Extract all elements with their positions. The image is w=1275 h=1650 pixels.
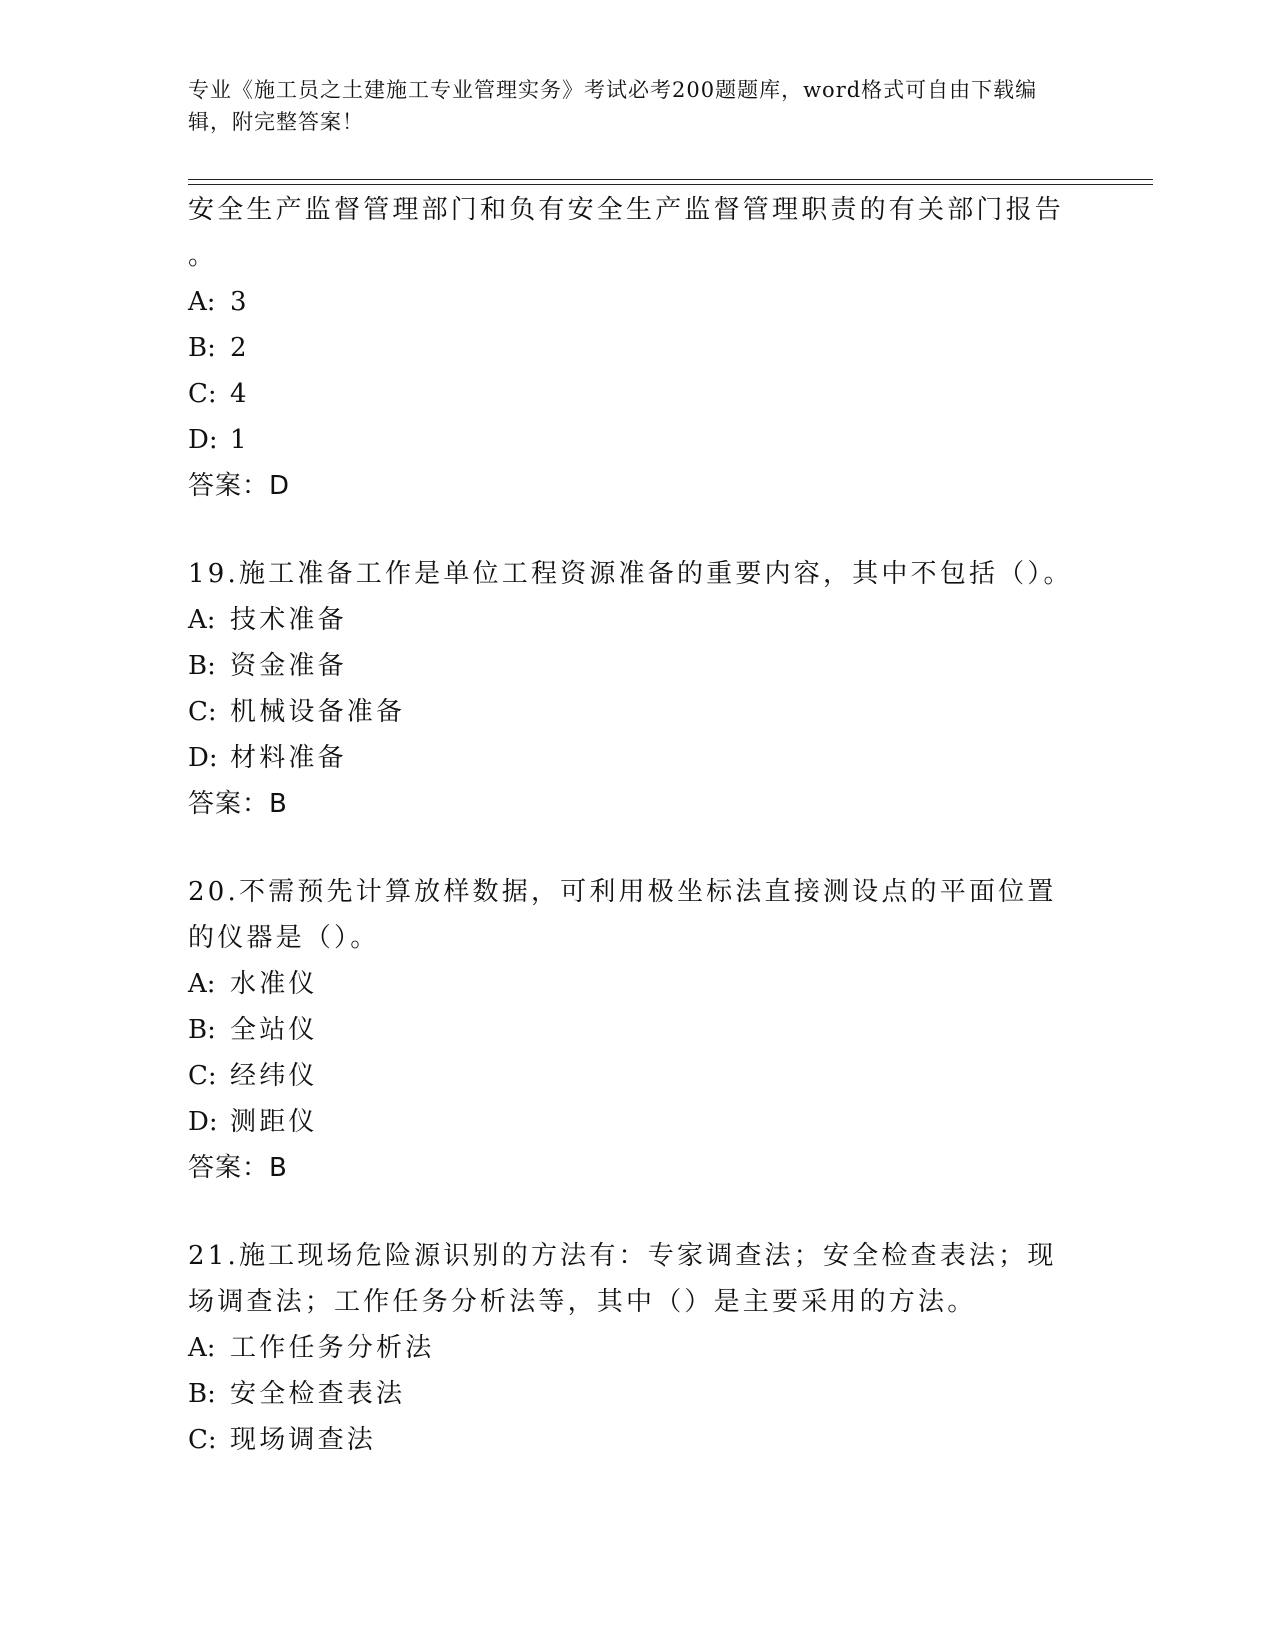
option-label: C:: [188, 1061, 217, 1091]
option-text: 1: [230, 425, 250, 455]
option-c: [188, 371, 1088, 417]
option-d: [188, 735, 1088, 781]
option-label: A:: [188, 605, 216, 635]
question-list: [188, 187, 1088, 1463]
option-a: [188, 961, 1088, 1007]
question-text: 20.不需预先计算放样数据，可利用极坐标法直接测设点的平面位置的仪器是（）。: [188, 877, 1057, 953]
option-text: 工作任务分析法: [230, 1333, 435, 1363]
option-c: [188, 1417, 1088, 1463]
question-19: [188, 551, 1088, 827]
question-18-continuation: [188, 187, 1088, 509]
option-a: [188, 597, 1088, 643]
option-b: [188, 1007, 1088, 1053]
answer: 答案：B: [188, 1153, 288, 1183]
option-text: 材料准备: [230, 743, 347, 773]
option-label: C:: [188, 379, 217, 409]
header-divider-top: [188, 179, 1153, 180]
option-text: 2: [230, 333, 250, 363]
question-text-end: 。: [188, 241, 218, 271]
option-label: A:: [188, 287, 216, 317]
option-label: A:: [188, 969, 216, 999]
option-label: B:: [188, 333, 216, 363]
option-text: 测距仪: [230, 1107, 318, 1137]
option-d: [188, 417, 1088, 463]
option-label: D:: [188, 1107, 218, 1137]
question-21: [188, 1233, 1088, 1463]
option-text: 3: [230, 287, 250, 317]
question-20: [188, 869, 1088, 1191]
option-text: 经纬仪: [230, 1061, 318, 1091]
option-label: D:: [188, 425, 218, 455]
header-divider-bottom: [188, 184, 1153, 185]
question-text: 安全生产监督管理部门和负有安全生产监督管理职责的有关部门报告: [188, 195, 1065, 225]
option-label: B:: [188, 1015, 216, 1045]
option-label: D:: [188, 743, 218, 773]
option-c: [188, 1053, 1088, 1099]
option-a: [188, 1325, 1088, 1371]
answer: 答案：B: [188, 789, 288, 819]
option-label: B:: [188, 651, 216, 681]
option-text: 现场调查法: [230, 1425, 377, 1455]
answer: 答案：D: [188, 471, 291, 501]
option-text: 机械设备准备: [230, 697, 406, 727]
option-text: 资金准备: [230, 651, 347, 681]
option-c: [188, 689, 1088, 735]
option-label: C:: [188, 1425, 217, 1455]
option-text: 安全检查表法: [230, 1379, 406, 1409]
question-text: 19.施工准备工作是单位工程资源准备的重要内容，其中不包括（）。: [188, 559, 1073, 589]
option-label: C:: [188, 697, 217, 727]
option-text: 4: [230, 379, 250, 409]
option-a: [188, 279, 1088, 325]
document-header: 专业《施工员之土建施工专业管理实务》考试必考200题题库，word格式可自由下载编辑，附完整答案！: [188, 78, 1038, 134]
option-label: A:: [188, 1333, 216, 1363]
option-b: [188, 1371, 1088, 1417]
option-text: 水准仪: [230, 969, 318, 999]
option-b: [188, 643, 1088, 689]
option-text: 技术准备: [230, 605, 347, 635]
question-text: 21.施工现场危险源识别的方法有：专家调查法；安全检查表法；现场调查法；工作任务分析法等，其中（）是主要采用的方法。: [188, 1241, 1057, 1317]
option-d: [188, 1099, 1088, 1145]
option-label: B:: [188, 1379, 216, 1409]
option-b: [188, 325, 1088, 371]
option-text: 全站仪: [230, 1015, 318, 1045]
